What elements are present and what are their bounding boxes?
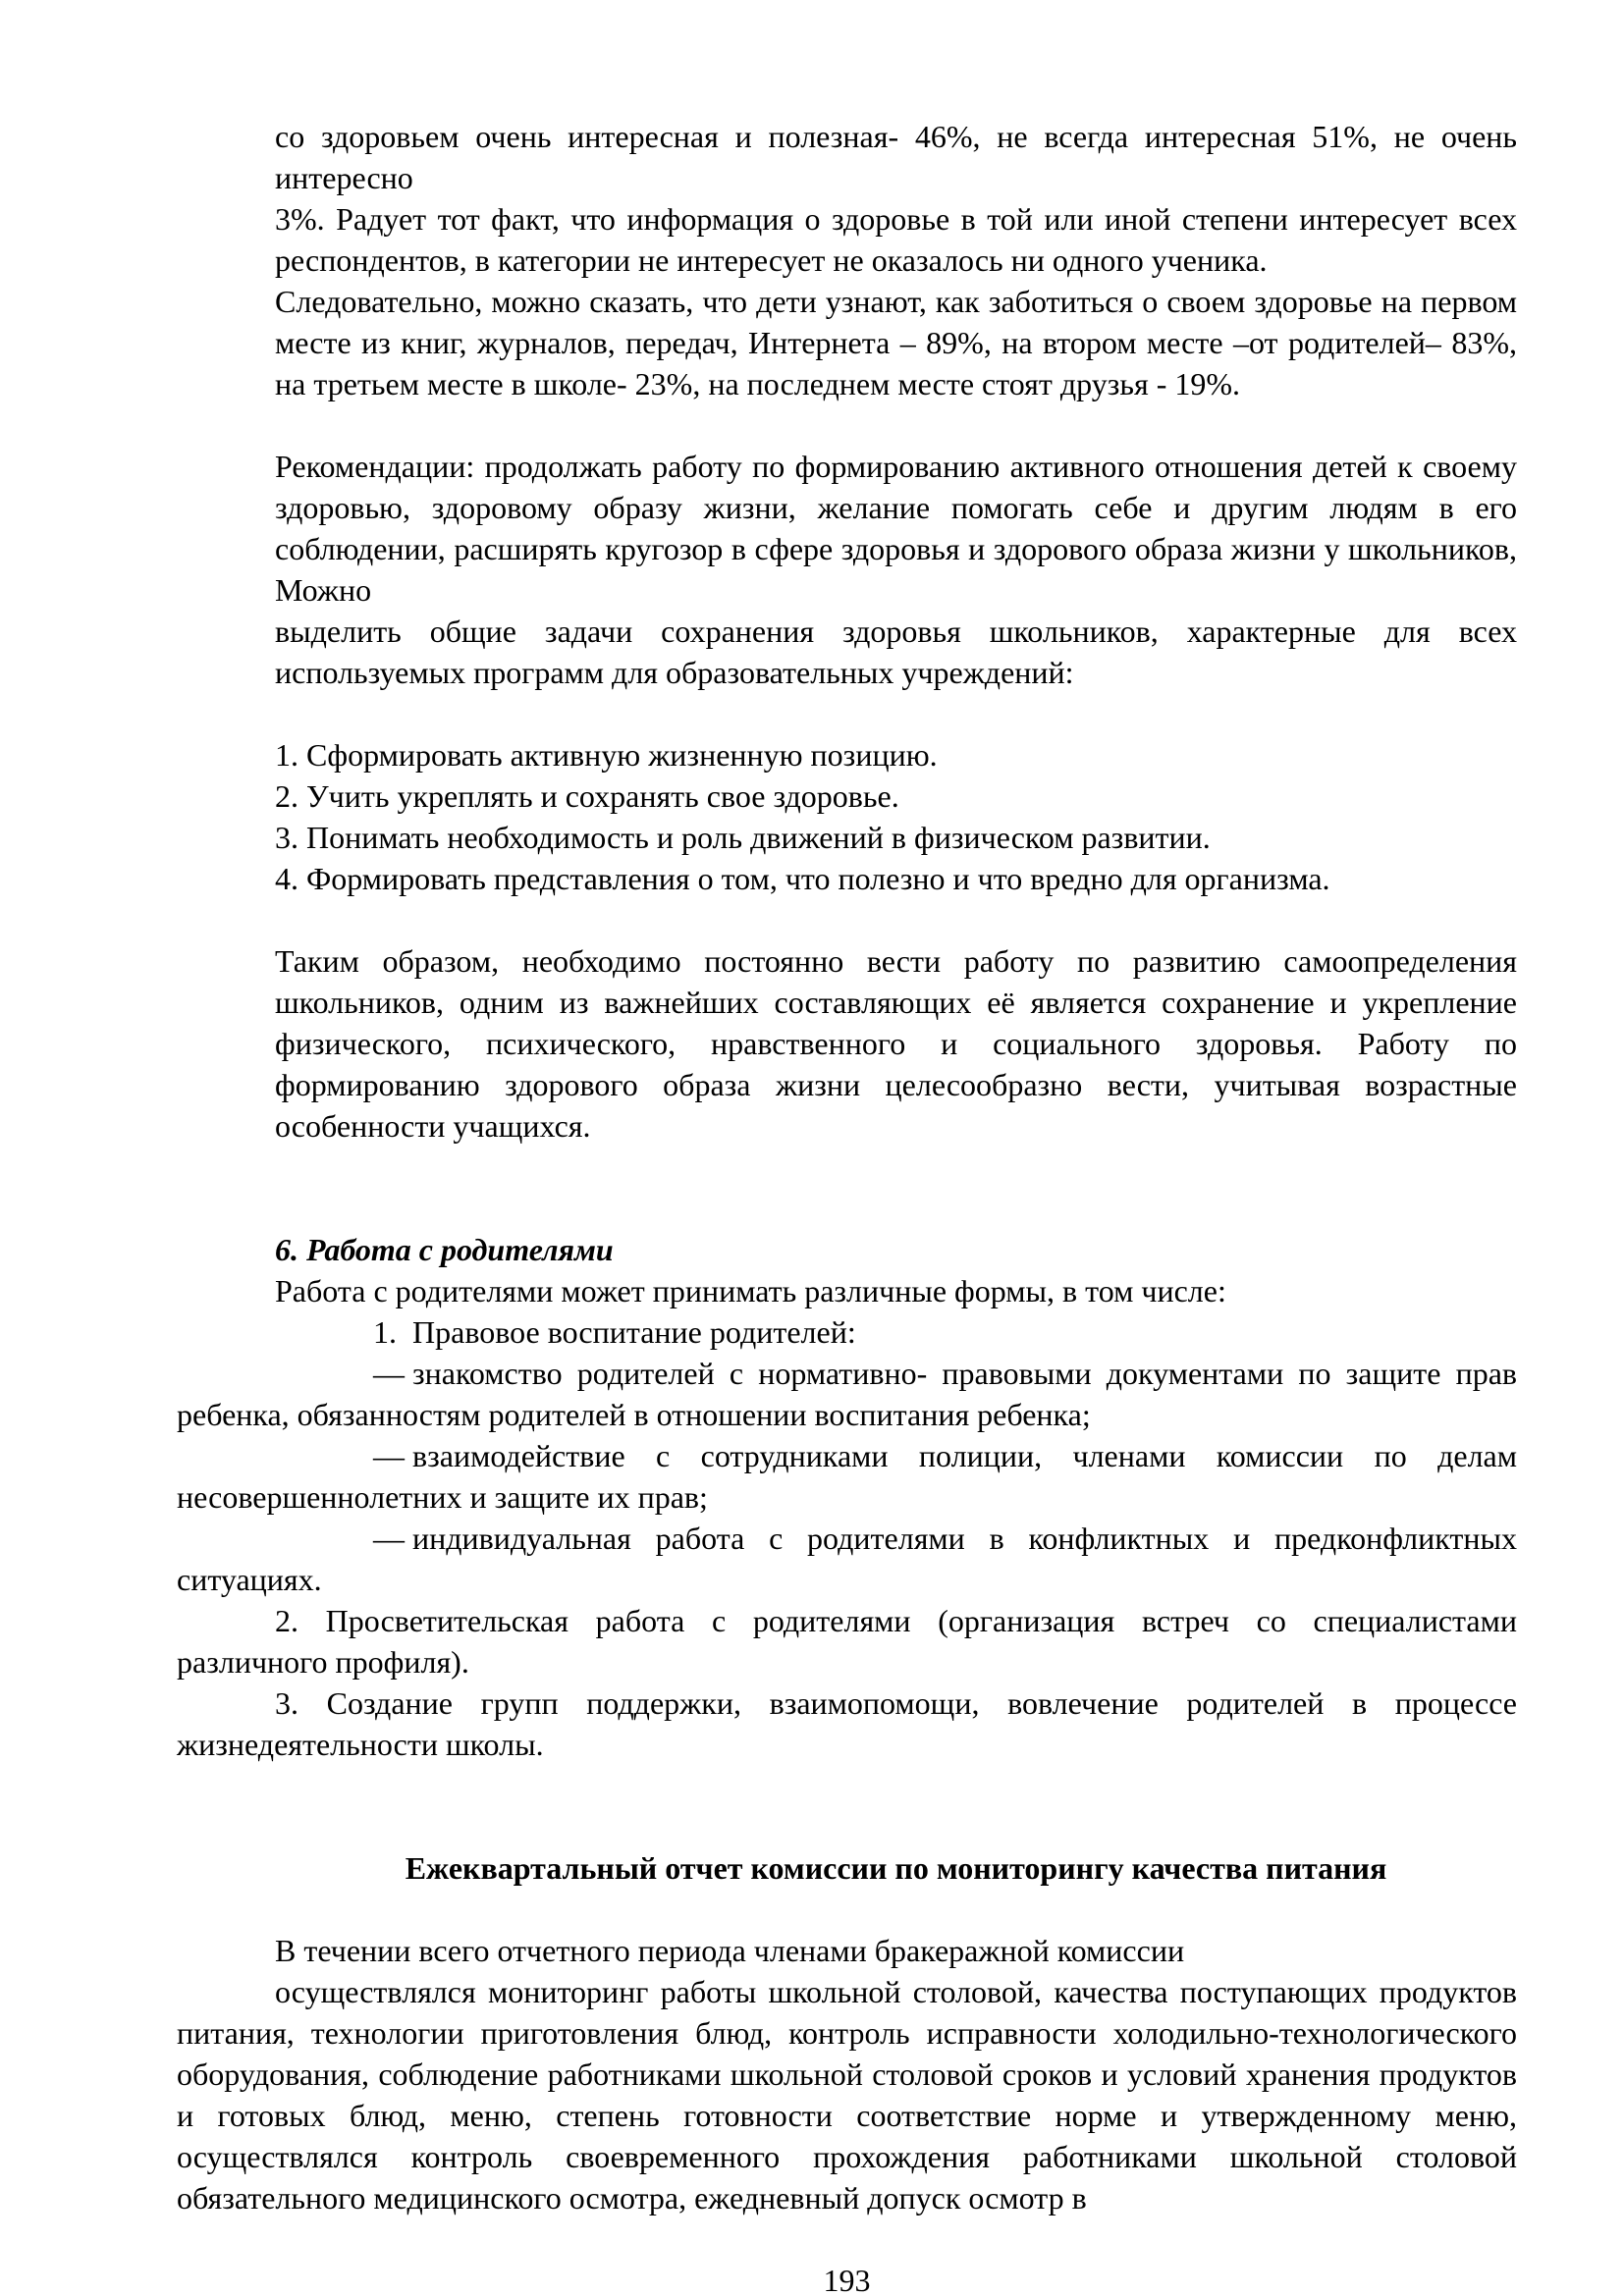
list-item-text: Правовое воспитание родителей: [412, 1314, 856, 1350]
list-item [177, 1518, 1517, 1600]
paragraph: со здоровьем очень интересная и полезная- 46%, не всегда интересная 51%, не очень интересно [275, 119, 1517, 195]
paragraph: В течении всего отчетного периода членами бракеражной комиссии [275, 1933, 1185, 1968]
list-item [177, 1353, 1517, 1435]
survey-results-section [275, 116, 1517, 1147]
paragraph: Работа с родителями может принимать различные формы, в том числе: [275, 1273, 1226, 1308]
section-heading: 6. Работа с родителями [275, 1232, 614, 1267]
item-number-marker: 1. [373, 1314, 397, 1350]
list-item: 3. Создание групп поддержки, взаимопомощи, вовлечение родителей в процессе жизнедеятельности школы. [177, 1685, 1517, 1762]
list-item: 1. Сформировать активную жизненную позицию. [275, 737, 938, 773]
list-item: 3. Понимать необходимость и роль движений в физическом развитии. [275, 820, 1211, 855]
numbered-list [275, 734, 1517, 899]
list-item-text: знакомство родителей с нормативно- правовыми документами по защите прав ребенка, обязанностям родителей в отношении воспитания ребенка; [177, 1356, 1517, 1432]
list-item: 2. Просветительская работа с родителями (организация встреч со специалистами различного профиля). [177, 1603, 1517, 1680]
paragraph: выделить общие задачи сохранения здоровья школьников, характерные для всех используемых программ для образовательных учреждений: [275, 614, 1517, 690]
parents-section [177, 1229, 1517, 1765]
paragraph: Рекомендации: продолжать работу по формированию активного отношения детей к своему здоровью, здоровому образу жизни, желание помогать себе и другим людям в его соблюдении, расширять кругозор в сфере здоровья и здорового образа жизни у школьников, Можно [275, 449, 1517, 608]
list-item: 2. Учить укреплять и сохранять свое здоровье. [275, 778, 899, 814]
list-item [177, 1311, 1517, 1353]
dash-marker: — [373, 1438, 405, 1473]
page-number: 193 [823, 2263, 871, 2296]
list-item: 4. Формировать представления о том, что полезно и что вредно для организма. [275, 861, 1330, 896]
paragraph: Таким образом, необходимо постоянно вести работу по развитию самоопределения школьников, одним из важнейших составляющих её является сохранение и укрепление физического, психического, нравственного и социального здоровья. Работу по формированию здорового образа жизни целесообразно вести, учитывая возрастные особенности учащихся. [275, 943, 1517, 1144]
report-heading: Ежеквартальный отчет комиссии по мониторингу качества питания [405, 1850, 1387, 1886]
paragraph: осуществлялся мониторинг работы школьной столовой, качества поступающих продуктов питания, технологии приготовления блюд, контроль исправности холодильно-технологического оборудования, соблюдение работниками школьной столовой сроков и условий хранения продуктов и готовых блюд, меню, степень готовности соответствие норме и утвержденному меню, осуществлялся контроль своевременного прохождения работниками школьной столовой обязательного медицинского осмотра, ежедневный допуск осмотр в [177, 1974, 1517, 2216]
list-item-text: индивидуальная работа с родителями в конфликтных и предконфликтных ситуациях. [177, 1521, 1517, 1597]
report-section [177, 1847, 1517, 2218]
paragraph: Следовательно, можно сказать, что дети узнают, как заботиться о своем здоровье на первом месте из книг, журналов, передач, Интернета – 89%, на втором месте –от родителей– 83%, на третьем месте в школе- 23%, на последнем месте стоят друзья - 19%. [275, 284, 1517, 401]
dash-marker: — [373, 1356, 405, 1391]
list-item [177, 1435, 1517, 1518]
list-item-text: взаимодействие с сотрудниками полиции, членами комиссии по делам несовершеннолетних и защите их прав; [177, 1438, 1517, 1515]
paragraph: 3%. Радует тот факт, что информация о здоровье в той или иной степени интересует всех респондентов, в категории не интересует не оказалось ни одного ученика. [275, 201, 1517, 278]
dash-marker: — [373, 1521, 405, 1556]
